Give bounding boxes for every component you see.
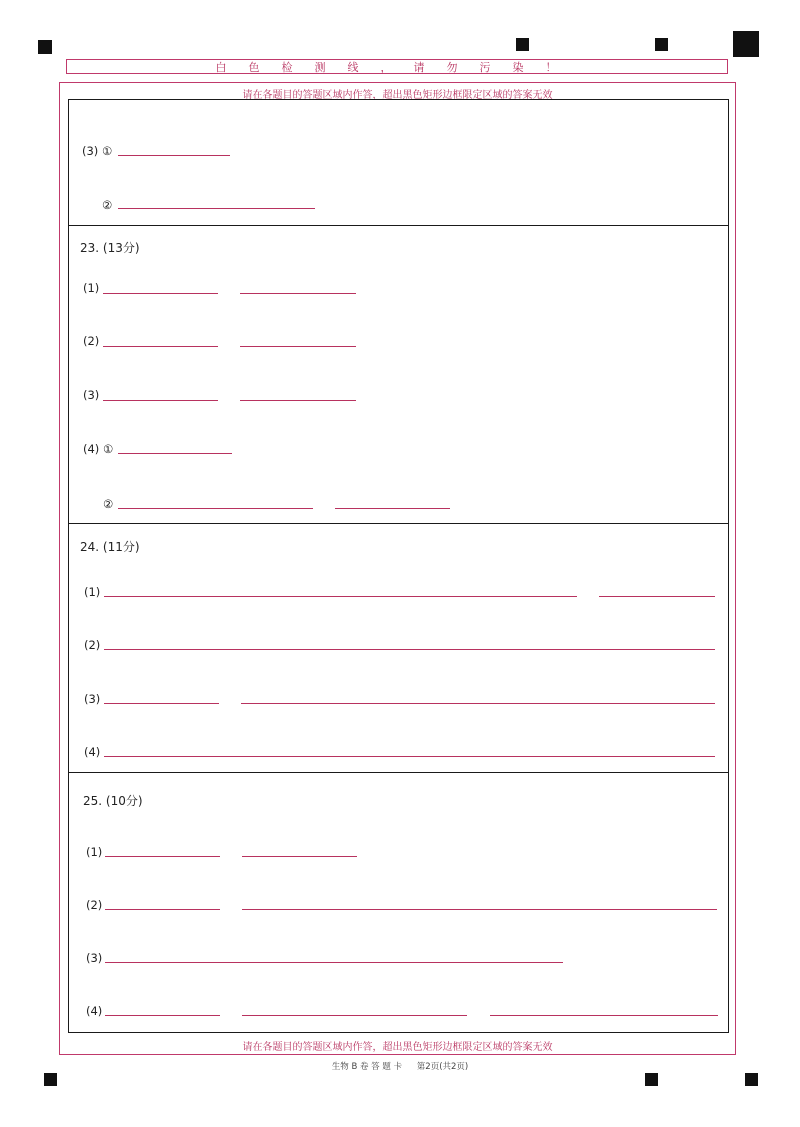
registration-mark-bottom-left <box>44 1073 57 1086</box>
q23-title: 23. (13分) <box>80 241 140 255</box>
warning-char: 勿 <box>446 60 480 74</box>
warning-char: 检 <box>281 60 315 74</box>
section-divider <box>68 523 729 524</box>
answer-line[interactable] <box>240 346 356 347</box>
q25-title: 25. (10分) <box>83 794 143 808</box>
answer-line[interactable] <box>118 208 315 209</box>
bottom-notice: 请在各题目的答题区域内作答，超出黑色矩形边框限定区域的答案无效 <box>242 1042 553 1053</box>
answer-line[interactable] <box>490 1015 718 1016</box>
answer-line[interactable] <box>118 155 230 156</box>
q23-p4-label: (4) ① <box>83 442 114 456</box>
section-divider <box>68 772 729 773</box>
registration-mark-bottom-right <box>745 1073 758 1086</box>
answer-line[interactable] <box>240 400 356 401</box>
top-notice: 请在各题目的答题区域内作答，超出黑色矩形边框限定区域的答案无效 <box>242 90 553 101</box>
q24-p1-label: (1) <box>84 585 101 599</box>
answer-line[interactable] <box>599 596 715 597</box>
answer-line[interactable] <box>103 400 218 401</box>
warning-char: 染 <box>512 60 546 74</box>
answer-line[interactable] <box>242 909 717 910</box>
answer-line[interactable] <box>242 856 357 857</box>
detection-warning-text <box>67 60 727 73</box>
registration-mark-bottom-mid <box>645 1073 658 1086</box>
q22-part3-sub2-label: ② <box>102 198 113 212</box>
warning-char: 请 <box>413 60 447 74</box>
page-footer <box>0 1060 800 1072</box>
warning-char: 色 <box>248 60 282 74</box>
sheet-name: 生物 B 卷 答 题 卡 <box>331 1062 403 1072</box>
q25-p4-label: (4) <box>86 1004 103 1018</box>
answer-line[interactable] <box>104 703 219 704</box>
q25-p3-label: (3) <box>86 951 103 965</box>
answer-region-box <box>68 99 729 1033</box>
answer-line[interactable] <box>105 1015 220 1016</box>
q24-p3-label: (3) <box>84 692 101 706</box>
answer-line[interactable] <box>241 703 715 704</box>
q23-p1-label: (1) <box>83 281 100 295</box>
warning-char: ， <box>380 60 414 74</box>
q24-p4-label: (4) <box>84 745 101 759</box>
q25-p2-label: (2) <box>86 898 103 912</box>
answer-line[interactable] <box>103 346 218 347</box>
q23-p4-sub2-label: ② <box>103 497 114 511</box>
warning-char: 测 <box>314 60 348 74</box>
registration-mark-top-mid <box>516 38 529 51</box>
answer-line[interactable] <box>118 453 232 454</box>
answer-line[interactable] <box>104 649 715 650</box>
q22-part3-label: (3) ① <box>82 144 113 158</box>
warning-char: 白 <box>215 60 249 74</box>
q25-p1-label: (1) <box>86 845 103 859</box>
answer-line[interactable] <box>104 756 715 757</box>
page-number: 第2页(共2页) <box>416 1062 469 1072</box>
white-detection-band <box>66 59 728 74</box>
answer-line[interactable] <box>105 909 220 910</box>
answer-line[interactable] <box>335 508 450 509</box>
answer-line[interactable] <box>242 1015 467 1016</box>
q23-p3-label: (3) <box>83 388 100 402</box>
registration-mark-top-right <box>655 38 668 51</box>
registration-mark-top-corner <box>733 31 759 57</box>
answer-line[interactable] <box>103 293 218 294</box>
q24-title: 24. (11分) <box>80 540 140 554</box>
answer-line[interactable] <box>105 856 220 857</box>
warning-char: ！ <box>545 60 579 74</box>
answer-line[interactable] <box>118 508 313 509</box>
q24-p2-label: (2) <box>84 638 101 652</box>
warning-char: 线 <box>347 60 381 74</box>
answer-line[interactable] <box>104 596 577 597</box>
answer-line[interactable] <box>105 962 563 963</box>
answer-line[interactable] <box>240 293 356 294</box>
section-divider <box>68 225 729 226</box>
warning-char: 污 <box>479 60 513 74</box>
q23-p2-label: (2) <box>83 334 100 348</box>
registration-mark-top-left <box>38 40 52 54</box>
